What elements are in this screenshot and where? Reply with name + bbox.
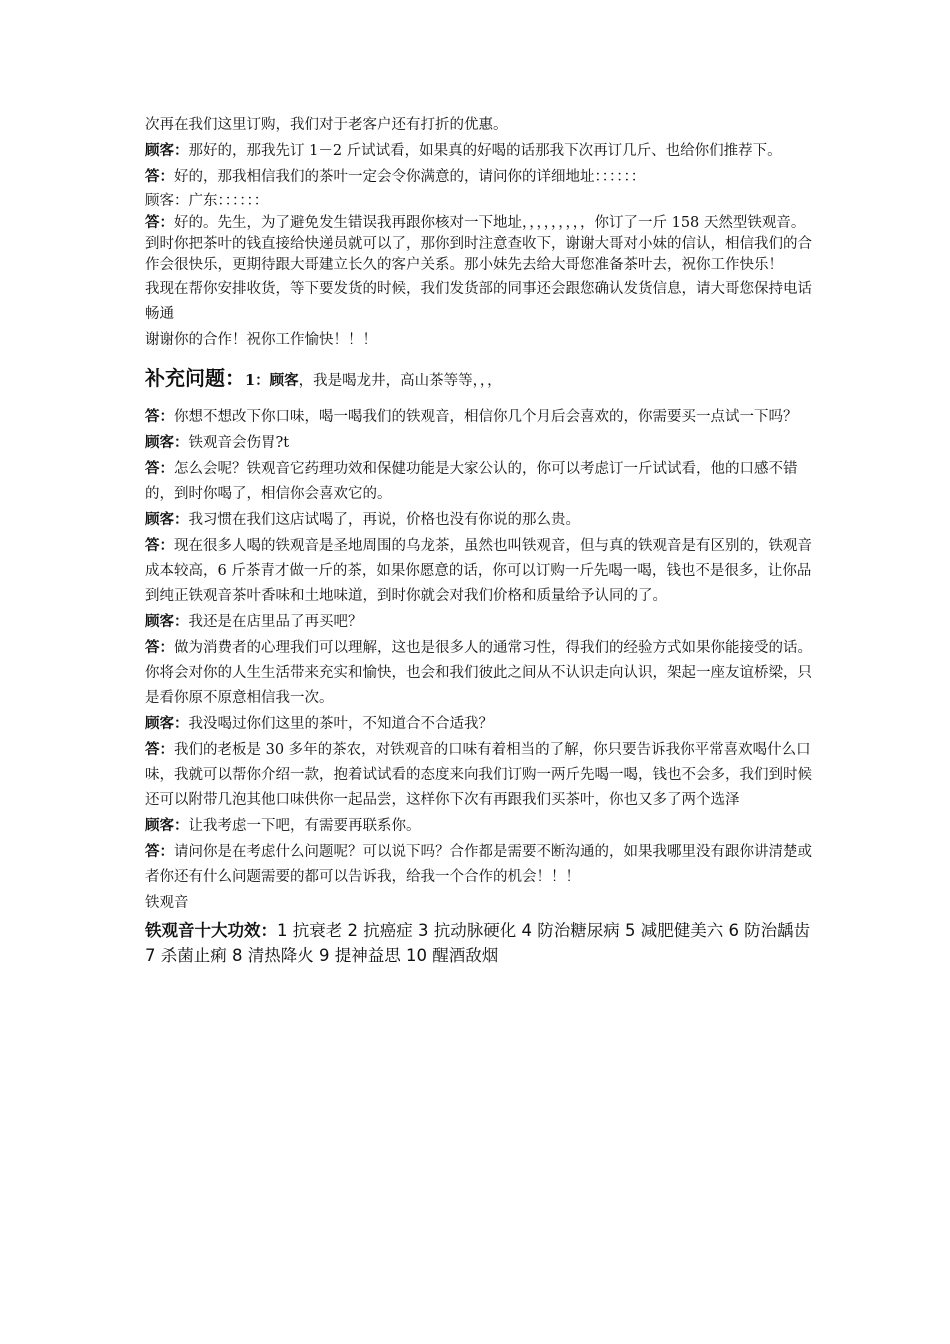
paragraph-text: 那好的，那我先订 1－2 斤试试看，如果真的好喝的话那我下次再订几斤、也给你们推荐下。 bbox=[188, 143, 782, 159]
dialog-text: 我还是在店里品了再买吧？ bbox=[188, 614, 363, 630]
speaker-label: 顾客 bbox=[269, 372, 299, 389]
dialog-line bbox=[145, 430, 813, 456]
dialog-text: 做为消费者的心理我们可以理解，这也是很多人的通常习性，得我们的经验方式如果你能接受的话。你将会对你的人生生活带来充实和愉快，也会和我们彼此之间从不认识走向认识，架起一座友谊桥梁，只是看你原不原意相信我一次。 bbox=[145, 640, 812, 706]
speaker-label: 顾客： bbox=[145, 511, 189, 528]
paragraph-text: 好的。先生，为了避免发生错误我再跟你核对一下地址，，，，，，，，，你订了一斤 158 天然型铁观音。到时你把茶叶的钱直接给快递员就可以了，那你到时注意查收下，谢谢大哥对小妹的信认，相信我们的合作会很快乐，更期待跟大哥建立长久的客户关系。那小妹先去给大哥您准备茶叶去，祝你工作快乐！ bbox=[145, 215, 812, 273]
paragraph-text: 好的，那我相信我们的茶叶一定会令你满意的，请问你的详细地址：：：：：： bbox=[174, 169, 646, 185]
dialog-text: 请问你是在考虑什么问题呢？可以说下吗？合作都是需要不断沟通的，如果我哪里没有跟你讲清楚或者你还有什么问题需要的都可以告诉我，给我一个合作的机会！！！ bbox=[145, 844, 812, 885]
dialog-text: 我习惯在我们这店试喝了，再说，价格也没有你说的那么贵。 bbox=[188, 512, 580, 528]
speaker-label: 顾客： bbox=[145, 817, 189, 834]
dialog-text: 我没喝过你们这里的茶叶，不知道合不合适我？ bbox=[188, 716, 493, 732]
speaker-label: 答： bbox=[145, 214, 174, 231]
speaker-label: 顾客： bbox=[145, 142, 189, 159]
dialog-line bbox=[145, 609, 813, 635]
document-body bbox=[145, 112, 813, 968]
dialog-line bbox=[145, 507, 813, 533]
paragraph-text: 顾客：广东：：：：：： bbox=[145, 193, 269, 209]
speaker-label: 顾客： bbox=[145, 434, 189, 451]
paragraph bbox=[145, 327, 813, 353]
dialog-text: 怎么会呢？铁观音它药理功效和保健功能是大家公认的，你可以考虑订一斤试试看，他的口感不错的，到时你喝了，相信你会喜欢它的。 bbox=[145, 461, 798, 502]
speaker-label: 答： bbox=[145, 408, 174, 425]
paragraph bbox=[145, 276, 813, 327]
dialog-line bbox=[145, 456, 813, 507]
dialog-line bbox=[145, 404, 813, 430]
dialog-text: 让我考虑一下吧，有需要再联系你。 bbox=[188, 818, 421, 834]
dialog-line bbox=[145, 711, 813, 737]
effects-text: 1 抗衰老 2 抗癌症 3 抗动脉硬化 4 防治糖尿病 5 减肥健美六 6 防治龋齿 7 杀菌止痢 8 清热降火 9 提神益思 10 醒酒敌烟 bbox=[145, 921, 811, 965]
speaker-label: 答： bbox=[145, 741, 174, 758]
speaker-label: 答： bbox=[145, 537, 174, 554]
paragraph bbox=[145, 190, 813, 212]
dialog-text: 你想不想改下你口味，喝一喝我们的铁观音，相信你几个月后会喜欢的，你需要买一点试一下吗？ bbox=[174, 409, 798, 425]
dialog-line bbox=[145, 813, 813, 839]
dialog-line bbox=[145, 839, 813, 890]
speaker-label: 顾客： bbox=[145, 613, 189, 630]
paragraph-text: 我现在帮你安排收货，等下要发货的时候，我们发货部的同事还会跟您确认发货信息，请大哥您保持电话畅通 bbox=[145, 281, 812, 322]
paragraph-text: 谢谢你的合作！祝你工作愉快！！！ bbox=[145, 332, 377, 348]
speaker-label: 答： bbox=[145, 460, 174, 477]
dialog-text: 铁观音会伤胃?t bbox=[188, 435, 290, 451]
paragraph bbox=[145, 212, 813, 276]
speaker-label: 顾客： bbox=[145, 715, 189, 732]
dialog-line bbox=[145, 890, 813, 916]
paragraph bbox=[145, 112, 813, 138]
speaker-label: 答： bbox=[145, 168, 174, 185]
paragraph bbox=[145, 164, 813, 190]
paragraph bbox=[145, 138, 813, 164]
supplement-heading-line bbox=[145, 361, 813, 398]
dialog-line bbox=[145, 533, 813, 609]
supplement-text: ，我是喝龙井，高山茶等等，，， bbox=[298, 373, 502, 389]
supplement-heading: 补充问题： bbox=[145, 366, 245, 390]
speaker-label: 答： bbox=[145, 639, 174, 656]
speaker-label: 答： bbox=[145, 843, 174, 860]
dialog-line bbox=[145, 737, 813, 813]
dialog-text: 我们的老板是 30 多年的茶农，对铁观音的口味有着相当的了解，你只要告诉我你平常喜欢喝什么口味，我就可以帮你介绍一款，抱着试试看的态度来向我们订购一两斤先喝一喝，钱也不会多，我们到时候还可以附带几泡其他口味供你一起品尝，这样你下次有再跟我们买茶叶，你也又多了两个选泽 bbox=[145, 742, 812, 808]
effects-paragraph bbox=[145, 918, 813, 968]
effects-label: 铁观音十大功效： bbox=[145, 921, 277, 940]
dialog-text: 现在很多人喝的铁观音是圣地周围的乌龙茶，虽然也叫铁观音，但与真的铁观音是有区别的，铁观音成本较高，6 斤茶青才做一斤的茶，如果你愿意的话，你可以订购一斤先喝一喝，钱也不是很多，让你品到纯正铁观音茶叶香味和土地味道，到时你就会对我们价格和质量给予认同的了。 bbox=[145, 538, 812, 604]
dialog-text: 铁观音 bbox=[145, 895, 189, 911]
paragraph-text: 次再在我们这里订购，我们对于老客户还有打折的优惠。 bbox=[145, 117, 508, 133]
supplement-number: 1： bbox=[245, 372, 270, 389]
dialog-line bbox=[145, 635, 813, 711]
